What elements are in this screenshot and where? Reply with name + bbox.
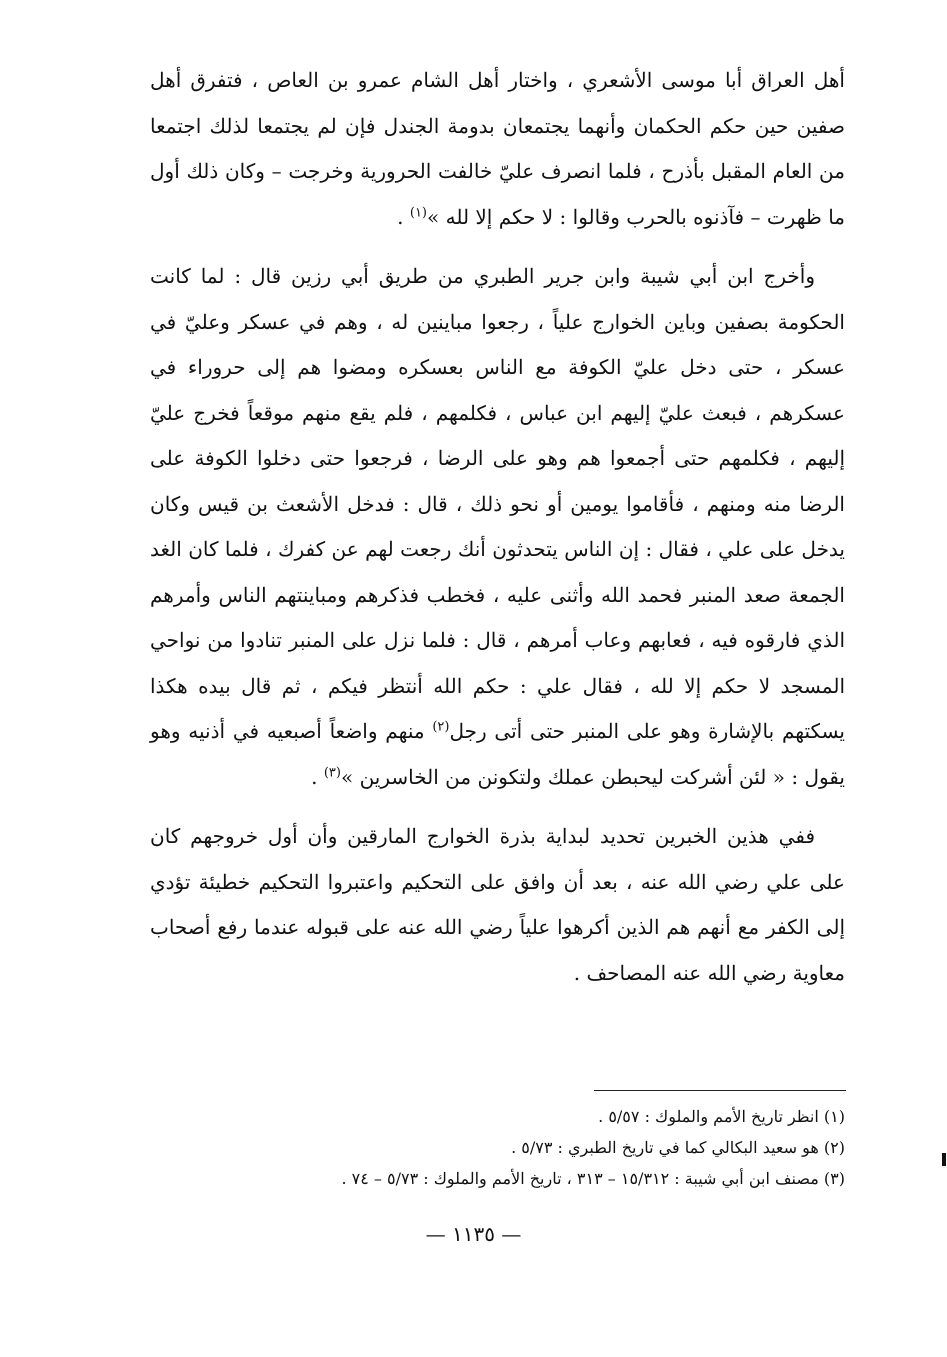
paragraph-2-text-continued: منهم واضعاً أصبعيه في أذنيه وهو يقول : « لئن أشركت ليحبطن عملك ولتكونن من الخاسرين »	[150, 719, 845, 789]
footnote-3: (٣) مصنف ابن أبي شيبة : ١٥/٣١٢ – ٣١٣ ، تاريخ الأمم والملوك : ٥/٧٣ – ٧٤ .	[341, 1169, 845, 1188]
footnotes	[150, 1101, 845, 1194]
paragraph-1-text: أهل العراق أبا موسى الأشعري ، واختار أهل الشام عمرو بن العاص ، فتفرق أهل صفين حين حكم الحكمان وأنهما يجتمعان بدومة الجندل فإن لم يجتمعا لذلك اجتمعا من العام المقبل بأذرح ، فلما انصرف عليّ خالفت الحرورية وخرجت – وكان ذلك أول ما ظهرت – فآذنوه بالحرب وقالوا : لا حكم إلا لله »	[150, 68, 845, 229]
paragraph-3	[150, 814, 845, 996]
footnote-1: (١) انظر تاريخ الأمم والملوك : ٥/٥٧ .	[598, 1107, 845, 1126]
paragraph-2-tail: .	[311, 764, 324, 789]
footnote-2: (٢) هو سعيد البكالي كما في تاريخ الطبري : ٥/٧٣ .	[511, 1138, 845, 1157]
footnote-ref-1: (١)	[409, 204, 427, 220]
page-number: — ١١٣٥ —	[425, 1222, 522, 1246]
scan-edge-mark	[942, 1153, 946, 1166]
main-text	[150, 58, 845, 996]
paragraph-1-tail: .	[397, 204, 410, 229]
footnote-ref-2: (٢)	[432, 719, 450, 735]
footnote-ref-3: (٣)	[323, 764, 341, 780]
paragraph-2	[150, 254, 845, 800]
footnote-separator	[594, 1090, 846, 1091]
paragraph-1	[150, 58, 845, 240]
paragraph-3-text: ففي هذين الخبرين تحديد لبداية بذرة الخوارج المارقين وأن أول خروجهم كان على علي رضي الله عنه ، بعد أن وافق على التحكيم واعتبروا التحكيم خطيئة تؤدي إلى الكفر مع أنهم هم الذين أكرهوا علياً رضي الله عنه على قبوله عندما رفع أصحاب معاوية رضي الله عنه المصاحف .	[150, 824, 845, 985]
paragraph-2-text: وأخرج ابن أبي شيبة وابن جرير الطبري من طريق أبي رزين قال : لما كانت الحكومة بصفين وباين الخوارج علياً ، رجعوا مباينين له ، وهم في عسكر وعليّ في عسكر ، حتى دخل عليّ الكوفة مع الناس بعسكره ومضوا هم إلى حروراء في عسكرهم ، فبعث عليّ إليهم ابن عباس ، فكلمهم ، فلم يقع منهم موقعاً فخرج عليّ إليهم ، فكلمهم حتى أجمعوا هم وهو على الرضا ، فرجعوا حتى دخلوا الكوفة على الرضا منه ومنهم ، فأقاموا يومين أو نحو ذلك ، قال : فدخل الأشعث بن قيس وكان يدخل على علي ، فقال : إن الناس يتحدثون أنك رجعت لهم عن كفرك ، فلما كان الغد الجمعة صعد المنبر فحمد الله وأثنى عليه ، فخطب فذكرهم ومباينتهم الناس وأمرهم الذي فارقوه فيه ، فعابهم وعاب أمرهم ، قال : فلما نزل على المنبر تنادوا من نواحي المسجد لا حكم إلا لله ، فقال علي : حكم الله أنتظر فيكم ، ثم قال بيده هكذا يسكتهم بالإشارة وهو على المنبر حتى أتى رجل	[150, 264, 845, 743]
